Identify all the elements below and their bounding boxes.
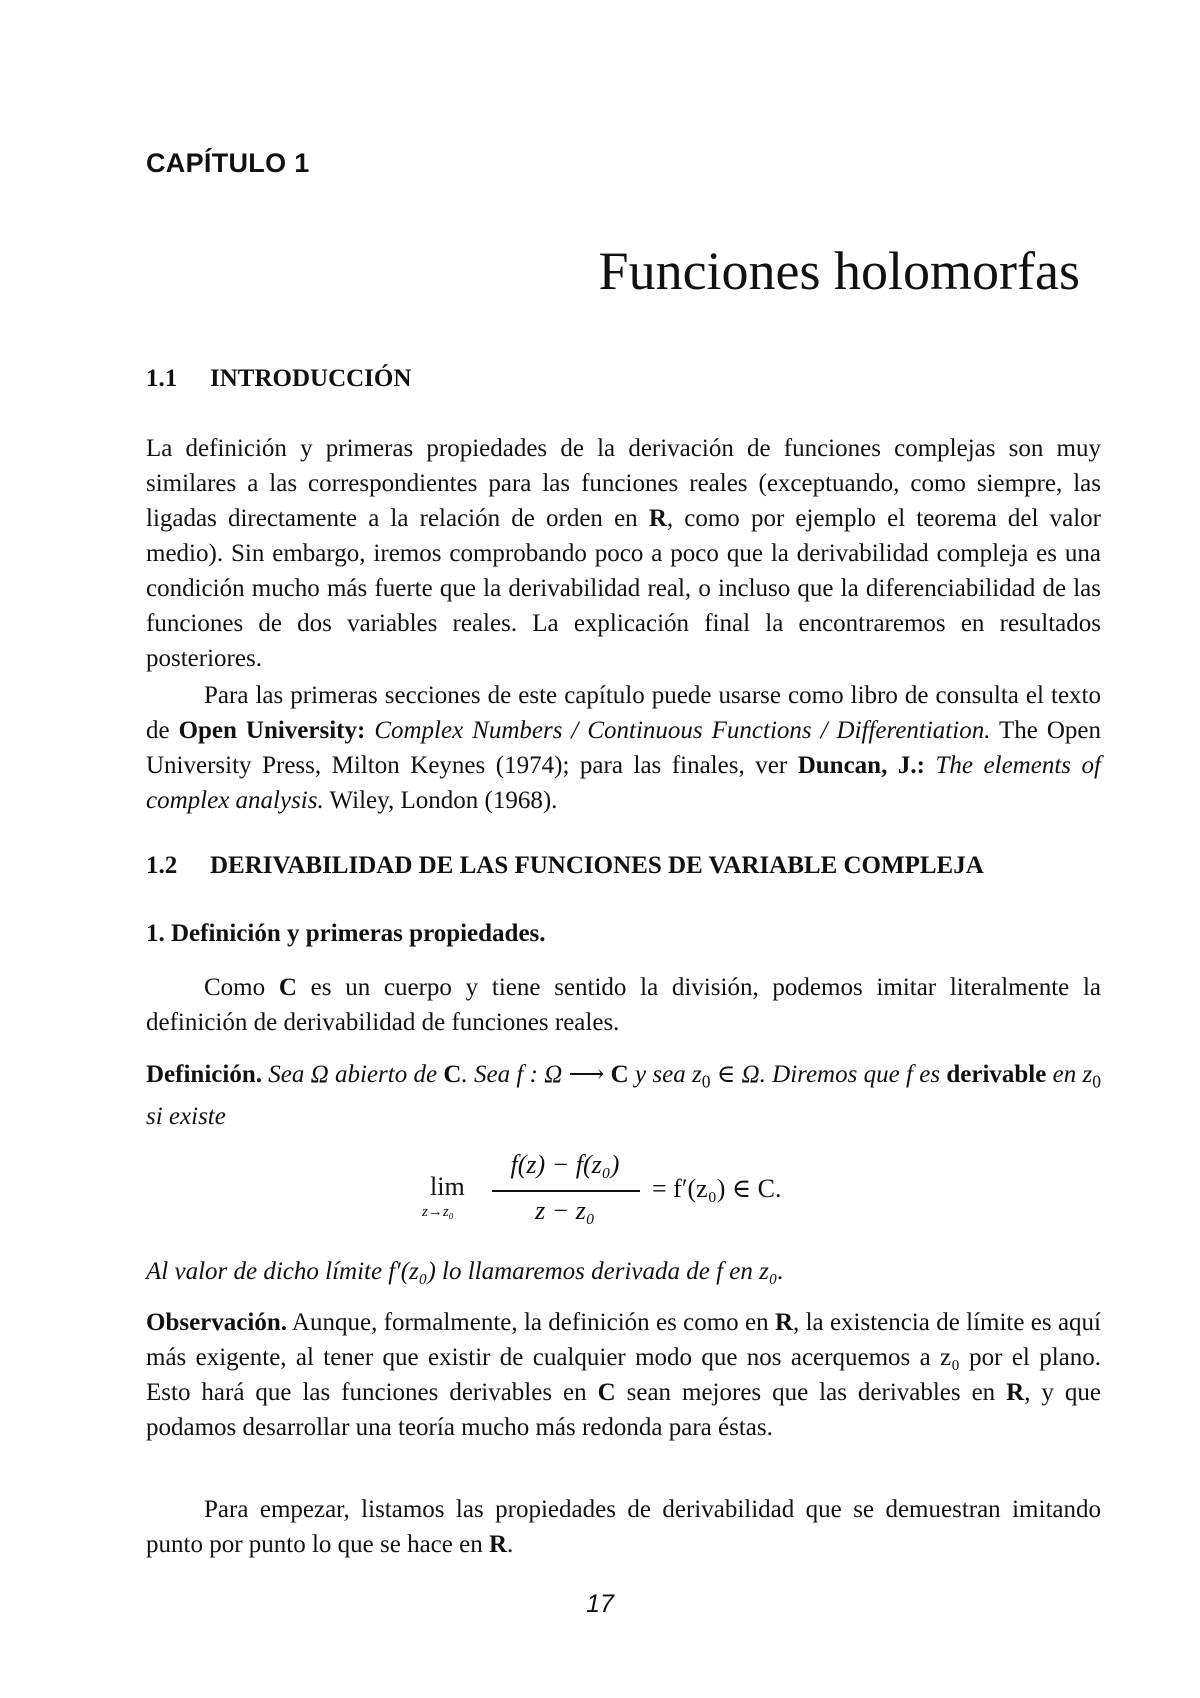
set-R: R: [1006, 1379, 1025, 1406]
definition-label: Definición.: [146, 1061, 262, 1088]
closing-paragraph: [146, 1492, 1101, 1562]
subscript: 0: [1092, 1071, 1101, 1092]
text: Como: [204, 974, 279, 1001]
remark-paragraph: [146, 1305, 1101, 1445]
subsection-heading: 1. Definición y primeras propiedades.: [146, 920, 546, 947]
text: , y que podamos desarrollar una teoría mucho más redonda para éstas.: [146, 1379, 1101, 1441]
set-C: C: [443, 1061, 462, 1088]
text: en z: [1046, 1061, 1093, 1088]
references-paragraph: [146, 678, 1101, 818]
derivative-formula: [422, 1150, 850, 1240]
fraction-bar: [492, 1190, 640, 1192]
ref1-title: Complex Numbers / Continuous Functions / Differentiation.: [365, 717, 991, 744]
fraction-denominator: z − z₀: [535, 1196, 595, 1225]
text: sean mejores que las derivables en: [615, 1379, 1007, 1406]
ref2-title: The elements of complex analysis.: [146, 752, 1101, 814]
chapter-title: Funciones holomorfas: [598, 241, 1080, 301]
text: Sea Ω abierto de: [261, 1061, 444, 1088]
text: .: [507, 1531, 514, 1558]
section-number: 1.1: [146, 365, 178, 392]
text: si existe: [146, 1103, 226, 1131]
set-C: C: [278, 974, 297, 1001]
section-title: INTRODUCCIÓN: [210, 365, 412, 392]
definition-paragraph: [146, 1057, 1101, 1134]
set-R: R: [488, 1531, 508, 1558]
set-C: C: [610, 1061, 629, 1088]
ref1-author: Open University:: [178, 717, 366, 744]
intro-text: La definición y primeras propiedades de la derivación de funciones complejas son muy similares a las correspondientes para las funciones reales (exceptuando, como siempre, las ligadas directamente a la relación de orden en: [146, 435, 1101, 532]
set-C: C: [597, 1379, 616, 1406]
subscript: 0: [701, 1071, 711, 1092]
text: , la existencia de límite es aquí más exigente, al tener que existir de cualquier modo que nos acerquemos a z₀ por el plano. Esto hará que las funciones derivables en: [146, 1309, 1101, 1406]
ref1-publisher: The Open University Press, Milton Keynes (1974); para las finales, ver: [146, 717, 1101, 779]
section-number: 1.2: [146, 852, 178, 879]
fraction-numerator: f(z) − f(z₀): [510, 1150, 620, 1179]
limit-operator: lim: [430, 1172, 465, 1201]
ref-intro: Para las primeras secciones de este capítulo puede usarse como libro de consulta el texto de: [146, 682, 1101, 744]
formula-rhs: = f′(z₀) ∈ C.: [652, 1174, 782, 1203]
intro-text-tail: , como por ejemplo el teorema del valor medio). Sin embargo, iremos comprobando poco a poco que la derivabilidad compleja es una condición mucho más fuerte que la derivabilidad real, o incluso que la diferenciabilidad de las funciones de dos variables reales. La explicación final la encontraremos en resultados posteriores.: [146, 505, 1101, 672]
remark-label: Observación.: [146, 1309, 287, 1336]
term-derivable: derivable: [946, 1061, 1047, 1088]
text: y sea z: [628, 1061, 702, 1088]
text: Para empezar, listamos las propiedades de derivabilidad que se demuestran imitando punto por punto lo que se hace en: [146, 1496, 1101, 1558]
text: . Sea f : Ω ⟶: [461, 1061, 611, 1088]
derivative-naming: Al valor de dicho límite f′(z₀) lo llamaremos derivada de f en z₀.: [146, 1258, 784, 1285]
text: ∈ Ω. Diremos que f es: [710, 1061, 947, 1088]
section-title: DERIVABILIDAD DE LAS FUNCIONES DE VARIABLE COMPLEJA: [210, 852, 984, 879]
set-R: R: [774, 1309, 793, 1336]
chapter-label: CAPÍTULO 1: [146, 148, 310, 178]
intro-paragraph: [146, 431, 1101, 676]
ref2-publisher: Wiley, London (1968).: [323, 787, 558, 814]
text: es un cuerpo y tiene sentido la división, podemos imitar literalmente la definición de derivabilidad de funciones reales.: [146, 974, 1102, 1036]
text: Aunque, formalmente, la definición es como en: [286, 1309, 775, 1336]
page-number: 17: [586, 1590, 614, 1618]
set-R: R: [648, 505, 667, 532]
section-heading-derivabilidad: [146, 852, 984, 880]
section-heading-introduccion: [146, 365, 411, 393]
ref2-author: Duncan, J.:: [797, 752, 925, 779]
motivation-paragraph: [146, 970, 1101, 1040]
limit-subscript: z→z₀: [422, 1204, 454, 1220]
